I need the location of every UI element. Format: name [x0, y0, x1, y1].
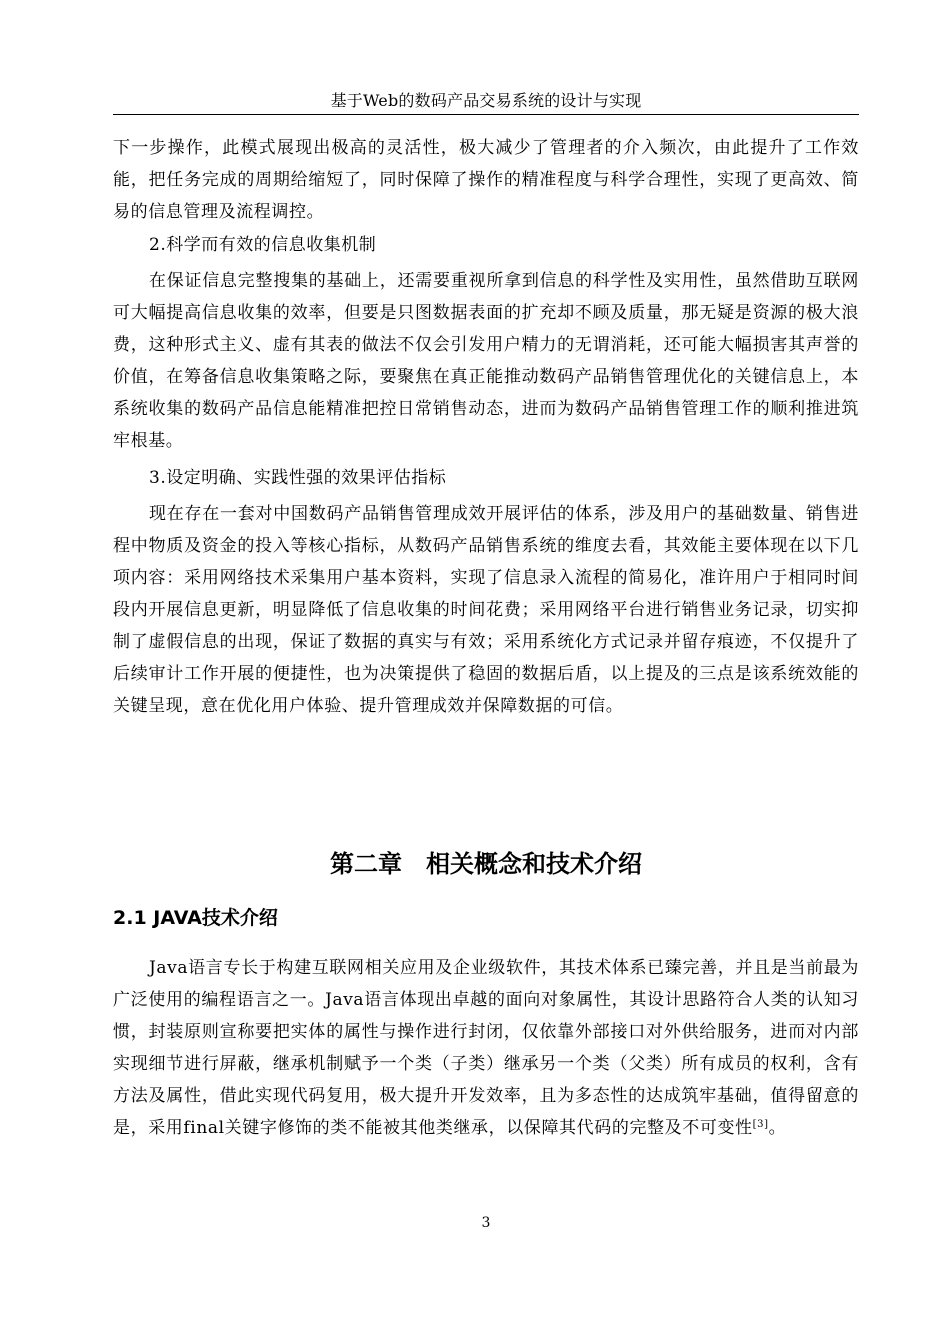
section-paragraph-end: 。	[768, 1118, 787, 1138]
running-header: 基于Web的数码产品交易系统的设计与实现	[330, 91, 642, 110]
body-paragraph-continued: 下一步操作，此模式展现出极高的灵活性，极大减少了管理者的介入频次，由此提升了工作效能，把任务完成的周期给缩短了，同时保障了操作的精准程度与科学合理性，实现了更高效、简易的信息管理及流程调控。	[113, 138, 859, 222]
section-title: 2.1 JAVA技术介绍	[113, 907, 278, 929]
body-paragraph-2: 在保证信息完整搜集的基础上，还需要重视所拿到信息的科学性及实用性，虽然借助互联网可大幅提高信息收集的效率，但要是只图数据表面的扩充却不顾及质量，那无疑是资源的极大浪费，这种形式主义、虚有其表的做法不仅会引发用户精力的无谓消耗，还可能大幅损害其声誉的价值，在筹备信息收集策略之际，要聚焦在真正能推动数码产品销售管理优化的关键信息上，本系统收集的数码产品信息能精准把控日常销售动态，进而为数码产品销售管理工作的顺利推进筑牢根基。	[113, 271, 859, 451]
section-paragraph	[113, 952, 859, 1144]
chapter-title: 第二章 相关概念和技术介绍	[330, 850, 642, 878]
page-number: 3	[481, 1215, 491, 1231]
body-paragraph-3: 现在存在一套对中国数码产品销售管理成效开展评估的体系，涉及用户的基础数量、销售进程中物质及资金的投入等核心指标，从数码产品销售系统的维度去看，其效能主要体现在以下几项内容：采用网络技术采集用户基本资料，实现了信息录入流程的简易化，准许用户于相同时间段内开展信息更新，明显降低了信息收集的时间花费；采用网络平台进行销售业务记录，切实抑制了虚假信息的出现，保证了数据的真实与有效；采用系统化方式记录并留存痕迹，不仅提升了后续审计工作开展的便捷性，也为决策提供了稳固的数据后盾，以上提及的三点是该系统效能的关键呈现，意在优化用户体验、提升管理成效并保障数据的可信。	[113, 504, 859, 716]
subheading-2: 2.科学而有效的信息收集机制	[149, 235, 377, 255]
subheading-3: 3.设定明确、实践性强的效果评估指标	[149, 468, 447, 488]
citation-reference[interactable]: [3]	[752, 1119, 769, 1130]
header-rule	[113, 114, 859, 115]
section-paragraph-text: Java语言专长于构建互联网相关应用及企业级软件，其技术体系已臻完善，并且是当前最为广泛使用的编程语言之一。Java语言体现出卓越的面向对象属性，其设计思路符合人类的认知习惯，封装原则宣称要把实体的属性与操作进行封闭，仅依靠外部接口对外供给服务，进而对内部实现细节进行屏蔽，继承机制赋予一个类（子类）继承另一个类（父类）所有成员的权利，含有方法及属性，借此实现代码复用，极大提升开发效率，且为多态性的达成筑牢基础，值得留意的是，采用final关键字修饰的类不能被其他类继承，以保障其代码的完整及不可变性	[113, 958, 859, 1138]
